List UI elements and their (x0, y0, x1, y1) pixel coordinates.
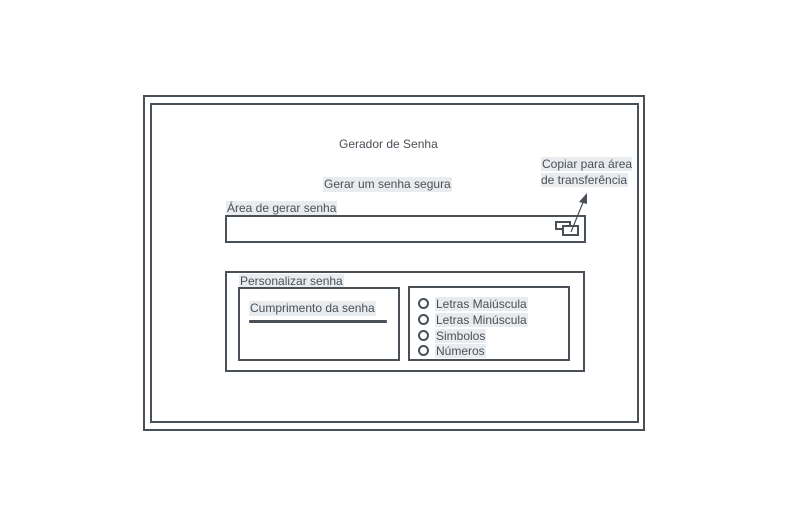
option-uppercase[interactable] (418, 296, 528, 311)
length-panel (238, 287, 400, 361)
customize-label: Personalizar senha (240, 274, 343, 288)
length-slider[interactable] (249, 320, 387, 323)
option-numbers[interactable] (418, 343, 486, 358)
page-title: Gerador de Senha (339, 137, 438, 151)
password-area-label: Área de gerar senha (227, 201, 337, 215)
option-label: Simbolos (436, 328, 486, 343)
copy-annotation (541, 156, 641, 188)
copy-annotation-text: Copiar para área de transferência (541, 157, 633, 187)
page-subtitle: Gerar um senha segura (324, 177, 451, 191)
radio-icon[interactable] (418, 345, 429, 356)
option-label: Letras Minúscula (436, 312, 527, 327)
option-label: Letras Maiúscula (436, 296, 527, 311)
length-label: Cumprimento da senha (250, 301, 375, 315)
option-symbols[interactable] (418, 328, 486, 343)
copy-icon[interactable] (554, 220, 582, 238)
password-output-field[interactable] (225, 215, 586, 243)
option-lowercase[interactable] (418, 312, 528, 327)
radio-icon[interactable] (418, 298, 429, 309)
option-label: Números (436, 343, 485, 358)
radio-icon[interactable] (418, 330, 429, 341)
radio-icon[interactable] (418, 314, 429, 325)
